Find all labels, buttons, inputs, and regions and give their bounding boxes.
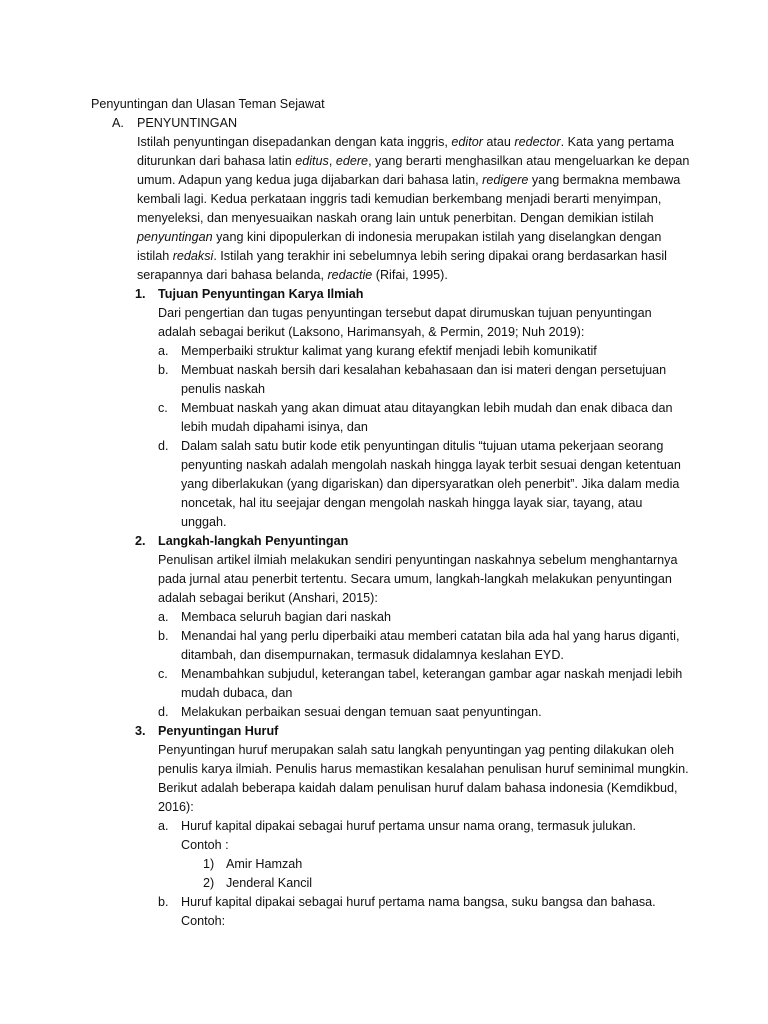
example-item bbox=[91, 855, 691, 874]
list-marker: a. bbox=[158, 344, 169, 358]
section-3-heading bbox=[91, 722, 691, 741]
list-marker: b. bbox=[158, 895, 169, 909]
list-item-text: Membuat naskah yang akan dimuat atau ditayangkan lebih mudah dan enak dibaca dan lebih mudah dipahami isinya, dan bbox=[181, 401, 673, 434]
list-item bbox=[91, 665, 691, 703]
list-item bbox=[91, 361, 691, 399]
intro-text: , bbox=[328, 154, 336, 168]
intro-italic: redigere bbox=[482, 173, 529, 187]
list-item bbox=[91, 399, 691, 437]
document-body bbox=[91, 95, 691, 931]
list-item-text: Menandai hal yang perlu diperbaiki atau memberi catatan bila ada hal yang harus diganti, ditambah, dan disempurnakan, termasuk didalamnya keslahan EYD. bbox=[181, 629, 680, 662]
section-a-title: PENYUNTINGAN bbox=[137, 116, 238, 130]
section-2-body: Penulisan artikel ilmiah melakukan sendiri penyuntingan naskahnya sebelum menghantarnya pada jurnal atau penerbit tertentu. Secara umum, langkah-langkah melakukan penyuntingan adalah sebagai berikut (Anshari, 2015): bbox=[158, 553, 678, 605]
section-a-marker: A. bbox=[112, 116, 124, 130]
list-item bbox=[91, 342, 691, 361]
example-marker: 2) bbox=[203, 876, 215, 890]
intro-italic: editor bbox=[451, 135, 483, 149]
section-2-marker: 2. bbox=[135, 534, 146, 548]
example-item bbox=[91, 874, 691, 893]
section-a-heading bbox=[91, 114, 691, 133]
intro-text: . Istilah yang terakhir ini sebelumnya lebih sering dipakai orang berdasarkan hasil serapannya dari bahasa belanda, bbox=[137, 249, 667, 282]
list-item-text: Memperbaiki struktur kalimat yang kurang efektif menjadi lebih komunikatif bbox=[181, 344, 597, 358]
list-item-text: Dalam salah satu butir kode etik penyuntingan ditulis “tujuan utama pekerjaan seorang penyunting naskah adalah mengolah naskah hingga layak terbit sesuai dengan ketentuan yang diberlakukan (yang digariskan) dan dipersyaratkan oleh penerbit”. Jika dalam media noncetak, hal itu seejajar dengan mengolah naskah hingga layak siar, tayang, atau unggah. bbox=[181, 439, 681, 529]
list-marker: c. bbox=[158, 401, 168, 415]
section-1-body: Dari pengertian dan tugas penyuntingan tersebut dapat dirumuskan tujuan penyuntingan adalah sebagai berikut (Laksono, Harimansyah, & Permin, 2019; Nuh 2019): bbox=[158, 306, 652, 339]
example-marker: 1) bbox=[203, 857, 215, 871]
intro-text: atau bbox=[482, 135, 515, 149]
intro-italic: redactie bbox=[327, 268, 373, 282]
section-1-title: Tujuan Penyuntingan Karya Ilmiah bbox=[158, 287, 364, 301]
section-1-marker: 1. bbox=[135, 287, 146, 301]
intro-text: Istilah penyuntingan disepadankan dengan kata inggris, bbox=[137, 135, 452, 149]
section-2-heading bbox=[91, 532, 691, 551]
list-item-text: Huruf kapital dipakai sebagai huruf pertama nama bangsa, suku bangsa dan bahasa. bbox=[181, 895, 656, 909]
list-marker: d. bbox=[158, 439, 169, 453]
list-marker: c. bbox=[158, 667, 168, 681]
list-item bbox=[91, 703, 691, 722]
example-label: Contoh : bbox=[181, 838, 229, 852]
list-item bbox=[91, 608, 691, 627]
intro-italic: edere bbox=[335, 154, 369, 168]
list-item-text: Huruf kapital dipakai sebagai huruf pertama unsur nama orang, termasuk julukan. bbox=[181, 819, 637, 833]
intro-paragraph bbox=[91, 133, 691, 285]
intro-text: (Rifai, 1995). bbox=[372, 268, 448, 282]
intro-italic: redector bbox=[514, 135, 561, 149]
list-item bbox=[91, 437, 691, 532]
list-marker: b. bbox=[158, 363, 169, 377]
example-text: Amir Hamzah bbox=[226, 857, 303, 871]
list-item bbox=[91, 817, 691, 836]
list-item-text: Menambahkan subjudul, keterangan tabel, keterangan gambar agar naskah menjadi lebih mudah dubaca, dan bbox=[181, 667, 683, 700]
intro-text: . Kata yang pertama diturunkan dari bahasa latin bbox=[137, 135, 675, 168]
intro-text: yang bermakna membawa kembali lagi. Kedua perkataan inggris tadi kemudian berkembang menjadi berarti menyimpan, menyeleksi, dan menyesuaikan naskah orang lain untuk penerbitan. Dengan demikian istilah bbox=[137, 173, 681, 225]
intro-text: , yang berarti menghasilkan atau mengeluarkan ke depan umum. Adapun yang kedua juga dijabarkan dari bahasa latin, bbox=[137, 154, 690, 187]
intro-italic: penyuntingan bbox=[137, 230, 213, 244]
example-label: Contoh: bbox=[181, 914, 226, 928]
document-title: Penyuntingan dan Ulasan Teman Sejawat bbox=[91, 97, 325, 111]
section-3-marker: 3. bbox=[135, 724, 146, 738]
list-marker: a. bbox=[158, 610, 169, 624]
list-item bbox=[91, 627, 691, 665]
list-marker: a. bbox=[158, 819, 169, 833]
list-item-text: Melakukan perbaikan sesuai dengan temuan saat penyuntingan. bbox=[181, 705, 542, 719]
section-1-heading bbox=[91, 285, 691, 304]
list-item bbox=[91, 893, 691, 912]
intro-text: yang kini dipopulerkan di indonesia merupakan istilah yang diselangkan dengan istilah bbox=[137, 230, 662, 263]
list-marker: d. bbox=[158, 705, 169, 719]
list-item-text: Membuat naskah bersih dari kesalahan kebahasaan dan isi materi dengan persetujuan penulis naskah bbox=[181, 363, 667, 396]
intro-italic: redaksi bbox=[172, 249, 214, 263]
example-text: Jenderal Kancil bbox=[226, 876, 313, 890]
section-2-title: Langkah-langkah Penyuntingan bbox=[158, 534, 349, 548]
list-marker: b. bbox=[158, 629, 169, 643]
intro-italic: editus bbox=[295, 154, 329, 168]
section-3-body: Penyuntingan huruf merupakan salah satu langkah penyuntingan yag penting dilakukan oleh penulis karya ilmiah. Penulis harus memastikan kesalahan penulisan huruf seminimal mungkin. Berikut adalah beberapa kaidah dalam penulisan huruf dalam bahasa indonesia (Kemdikbud, 2016): bbox=[158, 743, 689, 814]
section-3-title: Penyuntingan Huruf bbox=[158, 724, 279, 738]
list-item-text: Membaca seluruh bagian dari naskah bbox=[181, 610, 392, 624]
